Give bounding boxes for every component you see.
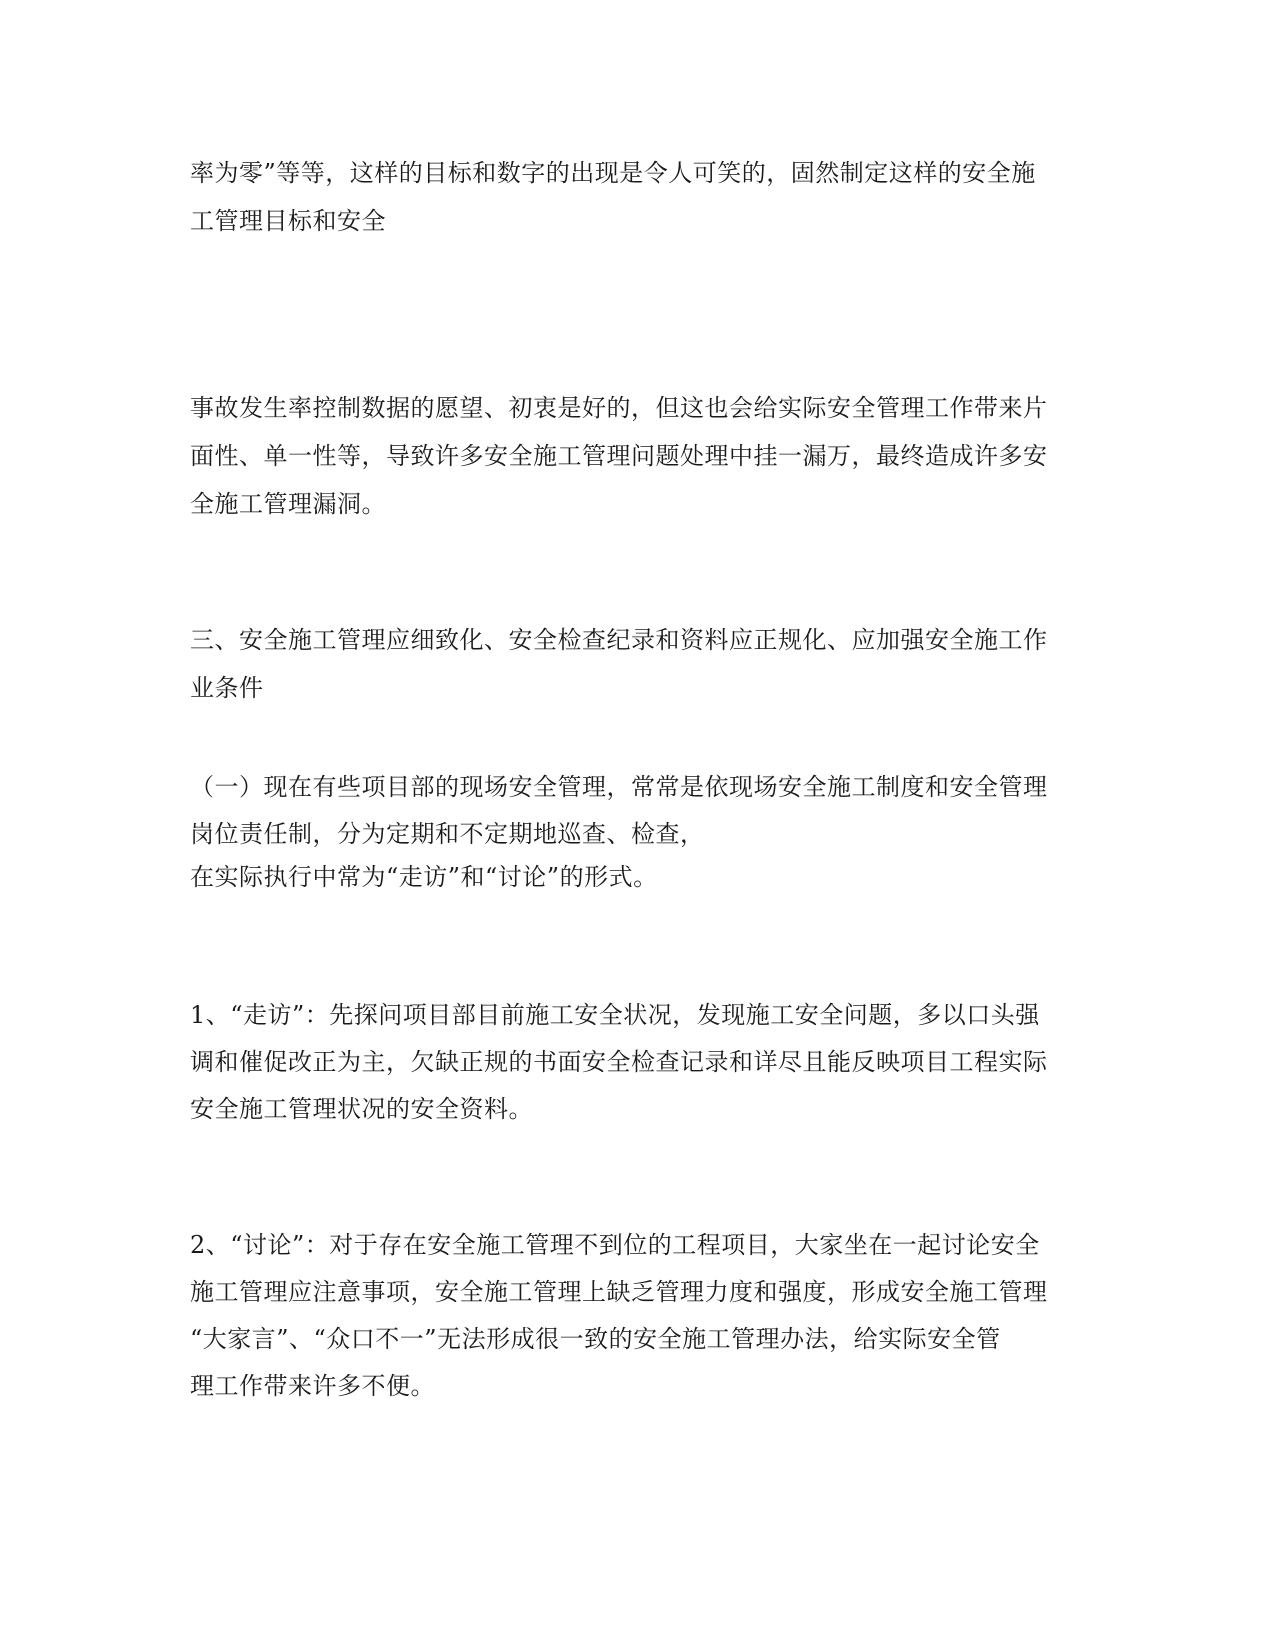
text-line: （一）现在有些项目部的现场安全管理，常常是依现场安全施工制度和安全管理 xyxy=(190,773,1048,801)
text-line: 全施工管理漏洞。 xyxy=(190,490,386,518)
text-line: 面性、单一性等，导致许多安全施工管理问题处理中挂一漏万，最终造成许多安 xyxy=(190,442,1048,470)
text-line: 安全施工管理状况的安全资料。 xyxy=(190,1095,533,1123)
text-line: 率为零”等等，这样的目标和数字的出现是令人可笑的，固然制定这样的安全施 xyxy=(190,159,1036,187)
heading-line: 业条件 xyxy=(190,674,264,702)
text-line: 调和催促改正为主，欠缺正规的书面安全检查记录和详尽且能反映项目工程实际 xyxy=(190,1048,1048,1076)
text-line: 1、“走访”：先探问项目部目前施工安全状况，发现施工安全问题，多以口头强 xyxy=(190,1001,1040,1029)
text-line: “大家言”、“众口不一”无法形成很一致的安全施工管理办法，给实际安全管 xyxy=(190,1325,1001,1353)
heading-line: 三、安全施工管理应细致化、安全检查纪录和资料应正规化、应加强安全施工作 xyxy=(190,626,1048,654)
text-line: 岗位责任制，分为定期和不定期地巡查、检查， xyxy=(190,820,705,848)
text-line: 事故发生率控制数据的愿望、初衷是好的，但这也会给实际安全管理工作带来片 xyxy=(190,394,1048,422)
text-line: 工管理目标和安全 xyxy=(190,207,386,235)
text-line: 在实际执行中常为“走访”和“讨论”的形式。 xyxy=(190,863,658,891)
text-line: 理工作带来许多不便。 xyxy=(190,1372,435,1400)
text-line: 2、“讨论”：对于存在安全施工管理不到位的工程项目，大家坐在一起讨论安全 xyxy=(190,1231,1040,1259)
text-line: 施工管理应注意事项，安全施工管理上缺乏管理力度和强度，形成安全施工管理 xyxy=(190,1278,1048,1306)
